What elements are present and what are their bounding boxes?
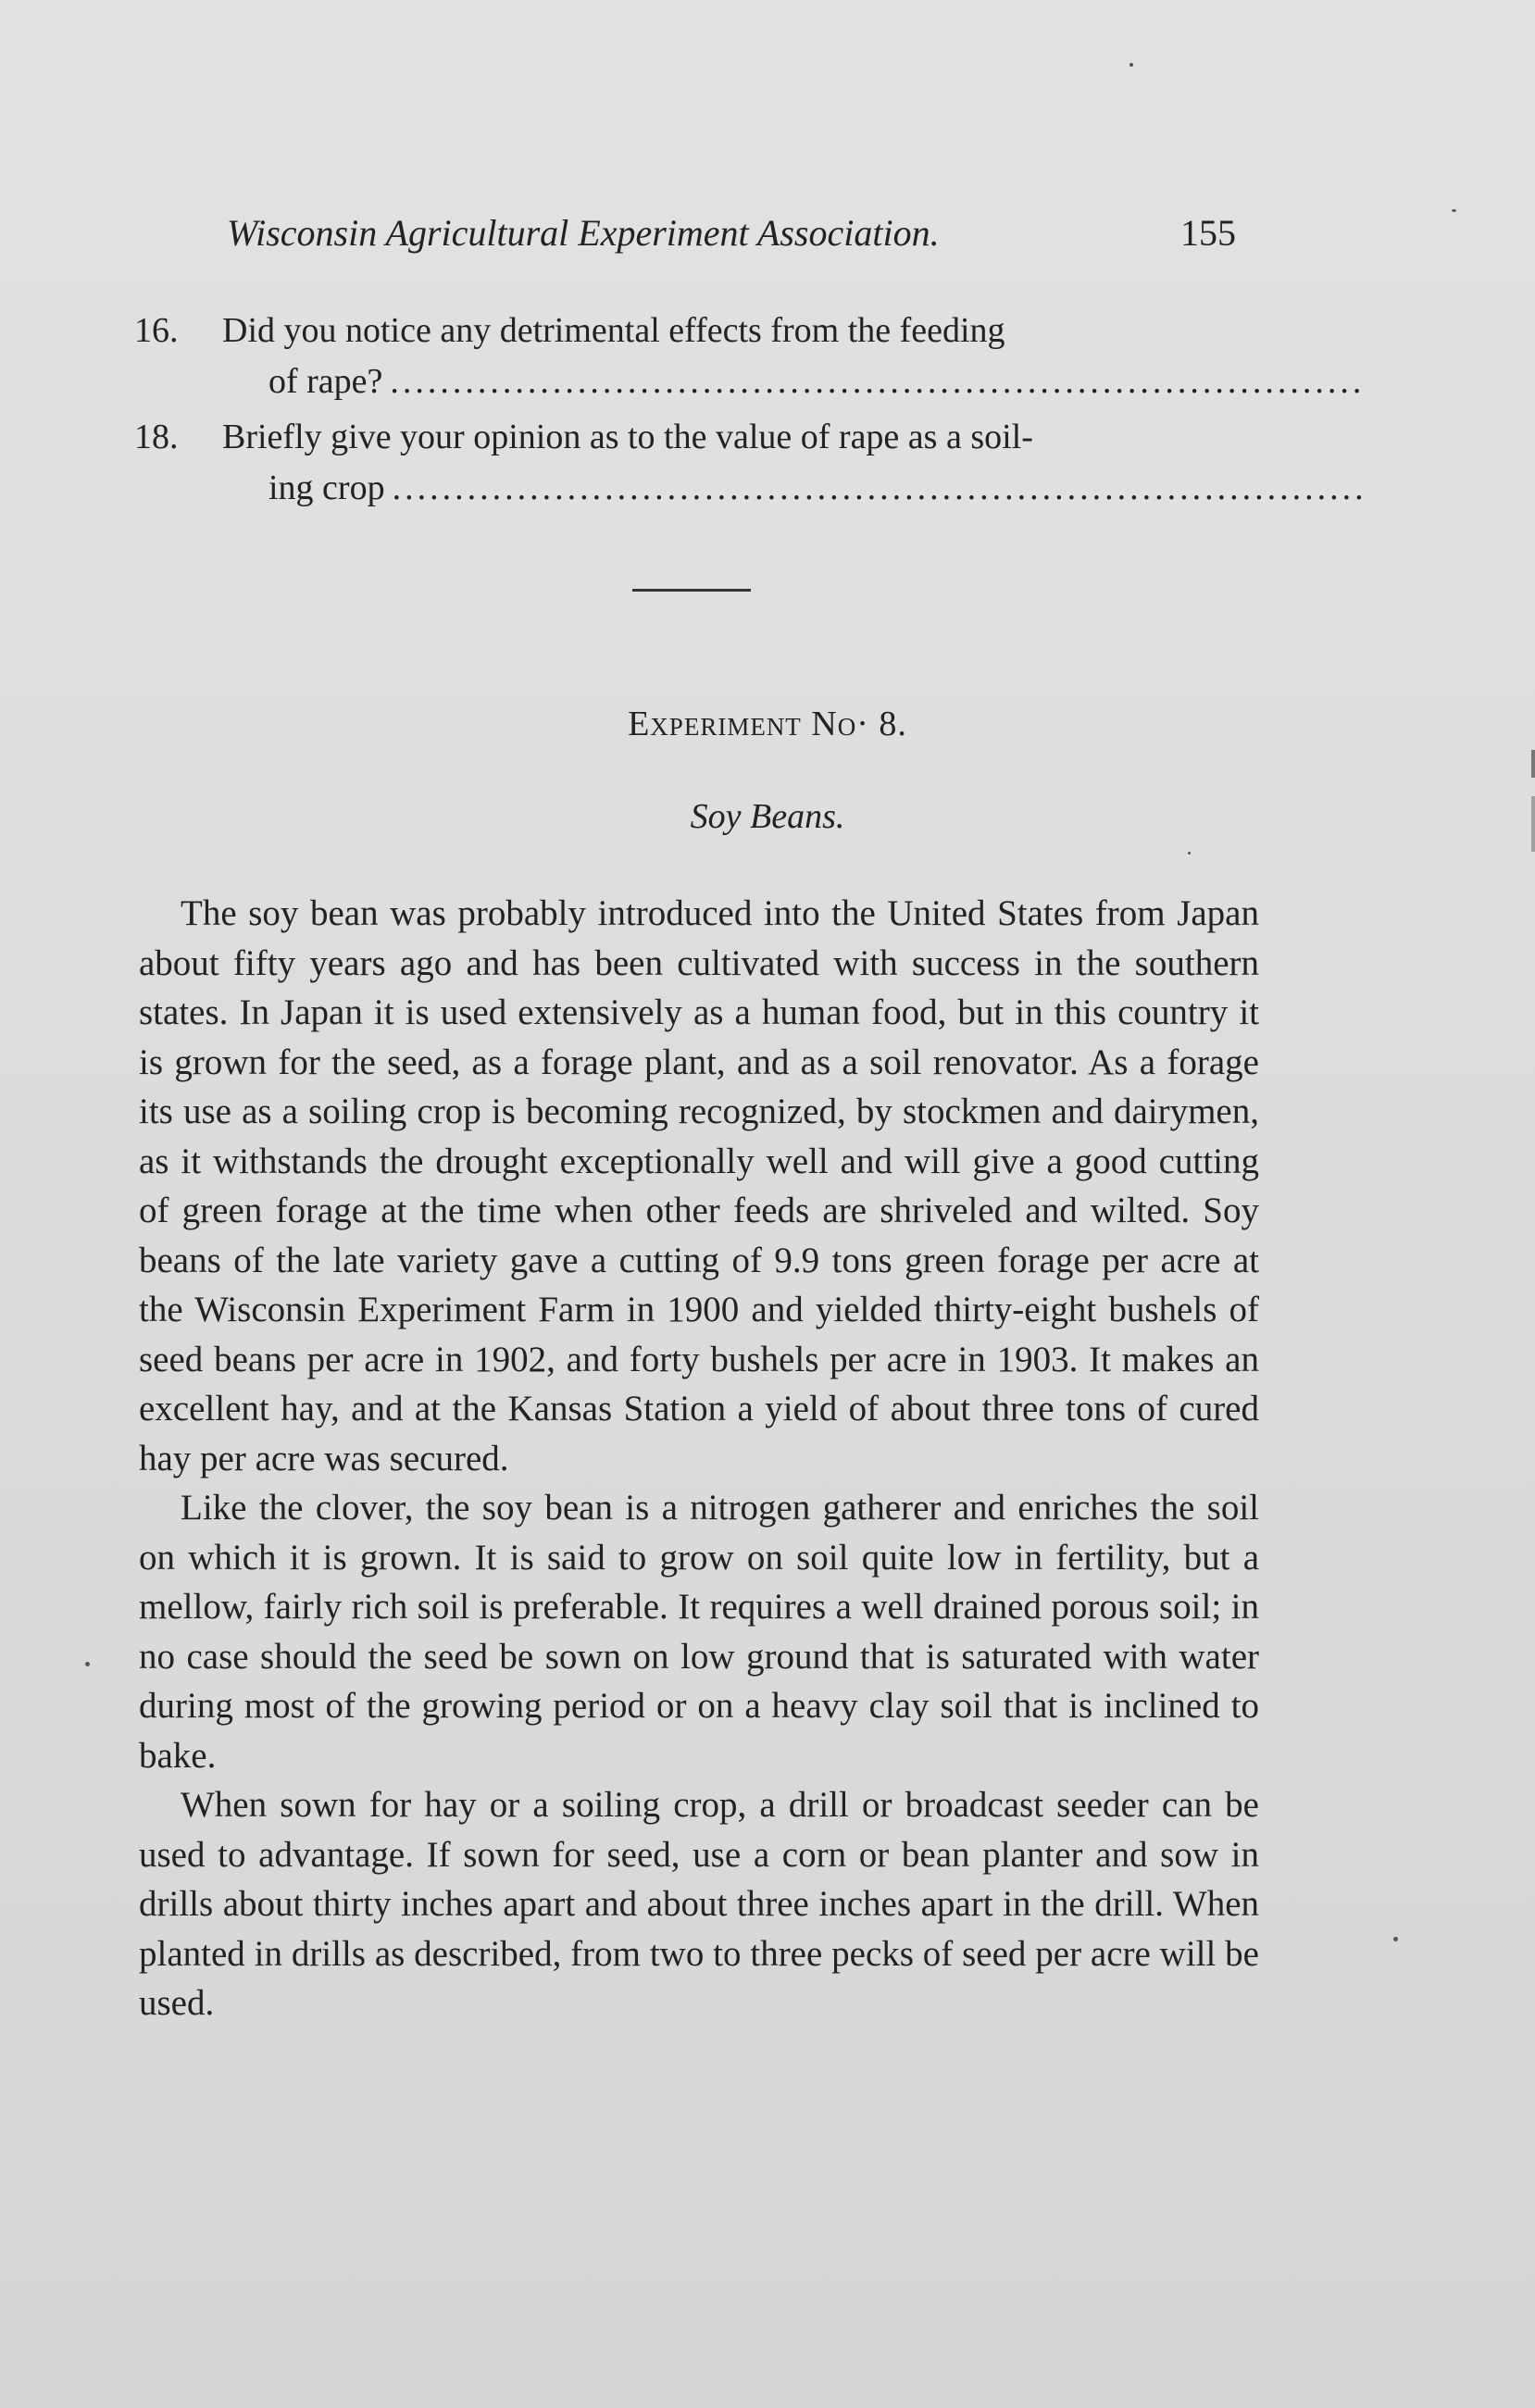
question-number: 16.	[134, 311, 179, 350]
page-number: 155	[1180, 212, 1236, 254]
question-item	[134, 306, 1366, 407]
question-answer-line	[222, 356, 1366, 407]
question-number: 18.	[134, 418, 179, 456]
running-title: Wisconsin Agricultural Experiment Association.	[227, 212, 940, 254]
question-item	[134, 412, 1367, 514]
experiment-title: Experiment No· 8.	[628, 705, 907, 743]
paper-speck	[1393, 1937, 1398, 1941]
question-continuation: ing crop	[268, 468, 385, 507]
page-header	[218, 211, 1245, 267]
page-edge-mark	[1531, 750, 1535, 778]
question-answer-line	[222, 463, 1367, 514]
question-continuation: of rape?	[268, 362, 383, 401]
section-divider	[632, 589, 751, 592]
paragraph: The soy bean was probably introduced into the United States from Japan about fifty years ago and has been cultivated with success in the southern states. In Japan it is used extensively as a human food, but in this country it is grown for the seed, as a forage plant, and as a soil renovator. As a forage its use as a soiling crop is becoming recognized, by stockmen and dairymen, as it withstands the drought exceptionally well and will give a good cutting of green forage at the time when other feeds are shriveled and wilted. Soy beans of the late variety gave a cutting of 9.9 tons green forage per acre at the Wisconsin Experiment Farm in 1900 and yielded thirty-eight bushels of seed beans per acre in 1902, and forty bushels per acre in 1903. It makes an excellent hay, and at the Kansas Station a yield of about three tons of cured hay per acre was secured.	[139, 893, 1259, 1478]
answer-leader-dots: ..............................................................................	[392, 468, 1367, 507]
question-text: Briefly give your opinion as to the value of rape as a soil-	[222, 418, 1033, 456]
paper-speck	[1129, 63, 1133, 67]
paper-speck	[85, 1662, 90, 1666]
questionnaire-items	[134, 306, 1367, 518]
paragraph: Like the clover, the soy bean is a nitrogen gatherer and enriches the soil on which it is grown. It is said to grow on soil quite low in fertility, but a mellow, fairly rich soil is preferable. It requires a well drained porous soil; in no case should the seed be sown on low ground that is saturated with water during most of the growing period or on a heavy clay soil that is inclined to bake.	[139, 1488, 1259, 1776]
page-edge-mark	[1531, 796, 1535, 852]
experiment-subtitle: Soy Beans.	[690, 797, 845, 836]
question-text: Did you notice any detrimental effects from the feeding	[222, 311, 1005, 350]
paper-speck	[1188, 852, 1191, 855]
body-text	[139, 889, 1259, 2028]
paragraph: When sown for hay or a soiling crop, a drill or broadcast seeder can be used to advantage. If sown for seed, use a corn or bean planter and sow in drills about thirty inches apart and about three inches apart in the drill. When planted in drills as described, from two to three pecks of seed per acre will be used.	[139, 1785, 1259, 2023]
paper-speck	[1452, 209, 1456, 212]
answer-leader-dots: ..............................................................................	[390, 362, 1366, 401]
